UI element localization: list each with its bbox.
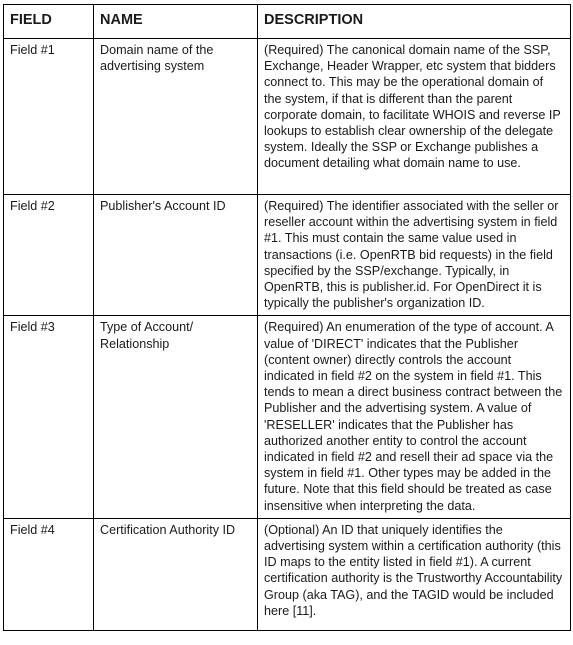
table-row — [4, 195, 571, 316]
field-definition-table — [3, 4, 571, 631]
cell-field: Field #4 — [4, 518, 94, 630]
cell-field: Field #2 — [4, 195, 94, 316]
table-row — [4, 518, 571, 630]
table-row — [4, 316, 571, 518]
cell-name: Domain name of the advertising system — [94, 39, 258, 195]
cell-name: Publisher's Account ID — [94, 195, 258, 316]
cell-name: Certification Authority ID — [94, 518, 258, 630]
cell-field: Field #1 — [4, 39, 94, 195]
table-row — [4, 39, 571, 195]
cell-description: (Optional) An ID that uniquely identifies the advertising system within a certification authority (this ID maps to the entity listed in field #1). A current certification authority is the Trustworthy Accountability Group (aka TAG), and the TAGID would be included here [11]. — [258, 518, 571, 630]
cell-description: (Required) The identifier associated with the seller or reseller account within the advertising system in field #1. This must contain the same value used in transactions (i.e. OpenRTB bid requests) in the field specified by the SSP/exchange. Typically, in OpenRTB, this is publisher.id. For OpenDirect it is typically the publisher's organization ID. — [258, 195, 571, 316]
cell-field: Field #3 — [4, 316, 94, 518]
cell-name: Type of Account/ Relationship — [94, 316, 258, 518]
cell-description: (Required) The canonical domain name of the SSP, Exchange, Header Wrapper, etc system that bidders connect to. This may be the operational domain of the system, if that is different than the parent corporate domain, to facilitate WHOIS and reverse IP lookups to establish clear ownership of the delegate system. Ideally the SSP or Exchange publishes a document detailing what domain name to use. — [258, 39, 571, 195]
cell-description: (Required) An enumeration of the type of account. A value of 'DIRECT' indicates that the Publisher (content owner) directly controls the account indicated in field #2 on the system in field #1. This tends to mean a direct business contract between the Publisher and the advertising system. A value of 'RESELLER' indicates that the Publisher has authorized another entity to control the account indicated in field #2 and resell their ad space via the system in field #1. Other types may be added in the future. Note that this field should be treated as case insensitive when interpreting the data. — [258, 316, 571, 518]
header-field: FIELD — [4, 5, 94, 39]
header-name: NAME — [94, 5, 258, 39]
table-header-row — [4, 5, 571, 39]
header-description: DESCRIPTION — [258, 5, 571, 39]
